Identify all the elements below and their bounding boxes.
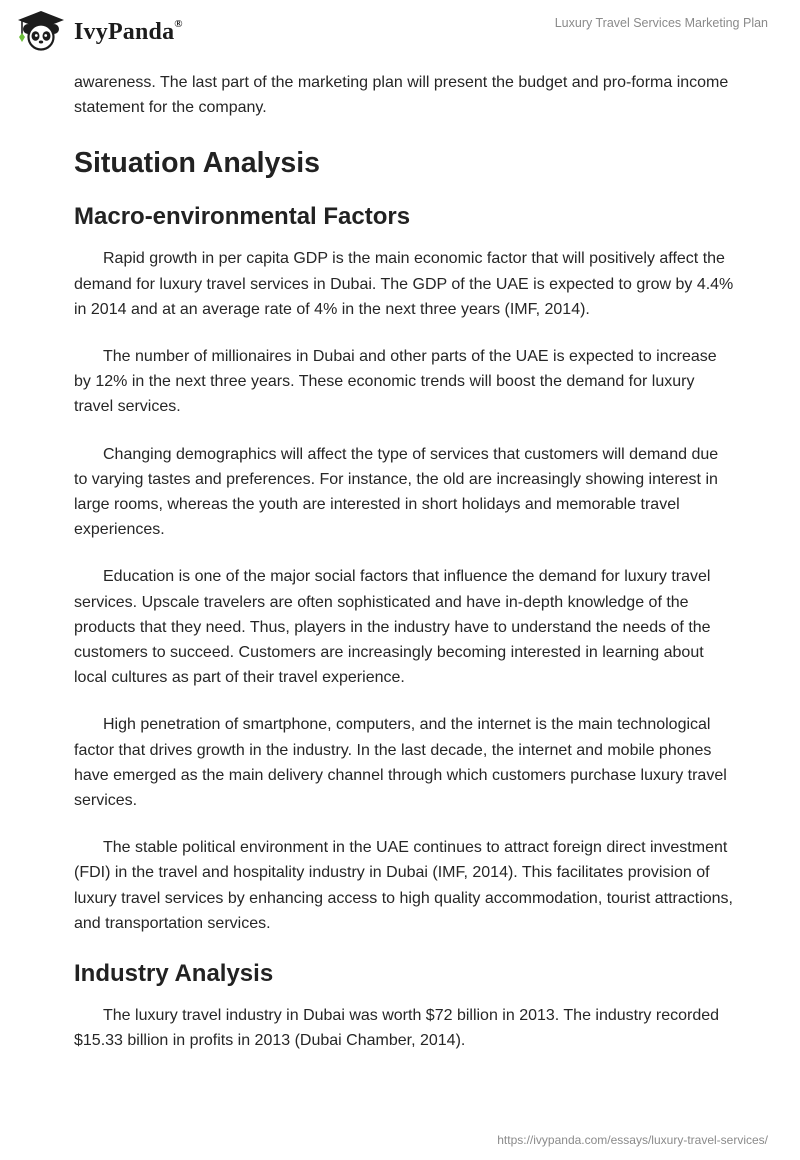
document-title: Luxury Travel Services Marketing Plan: [554, 16, 768, 30]
brand-name: IvyPanda®: [74, 17, 183, 45]
macro-paragraph-demographics: Changing demographics will affect the type of services that customers will demand due to varying tastes and preferences. For instance, the old are increasingly showing interest in large rooms, whereas the youth are interested in short holidays and memorable travel experiences.: [74, 445, 719, 539]
page-header: [0, 0, 800, 64]
macro-paragraph-education: Education is one of the major social factors that influence the demand for luxury travel services. Upscale travelers are often sophisticated and have in-depth knowledge of the products that they need. Thus, players in the industry have to understand the needs of the customers to succeed. Customers are increasingly becoming interested in learning about local cultures as part of their travel experience.: [74, 568, 711, 687]
macro-paragraph-technology: High penetration of smartphone, computers, and the internet is the main technological factor that drives growth in the industry. In the last decade, the internet and mobile phones have emerged as the main delivery channel through which customers purchase luxury travel services.: [74, 716, 727, 810]
intro-paragraph-tail: awareness. The last part of the marketing plan will present the budget and pro-forma income statement for the company.: [74, 74, 729, 117]
macro-heading: Macro-environmental Factors: [74, 203, 411, 231]
industry-paragraph: The luxury travel industry in Dubai was worth $72 billion in 2013. The industry recorded $15.33 billion in profits in 2013 (Dubai Chamber, 2014).: [74, 1007, 720, 1050]
brand-logo[interactable]: [14, 9, 183, 51]
macro-paragraph-millionaires: The number of millionaires in Dubai and other parts of the UAE is expected to increase by 12% in the next three years. These economic trends will boost the demand for luxury travel services.: [74, 348, 717, 416]
macro-paragraph-gdp: Rapid growth in per capita GDP is the main economic factor that will positively affect the demand for luxury travel services in Dubai. The GDP of the UAE is expected to grow by 4.4% in 2014 and at an average rate of 4% in the next three years (IMF, 2014).: [74, 250, 734, 318]
panda-graduate-icon: [14, 9, 68, 51]
macro-paragraph-political: The stable political environment in the UAE continues to attract foreign direct investment (FDI) in the travel and hospitality industry in Dubai (IMF, 2014). This facilitates provision of luxury travel services by enhancing access to high quality accommodation, tourist attractions, and transportation services.: [74, 839, 733, 932]
article-body: [74, 70, 734, 1075]
industry-heading: Industry Analysis: [74, 960, 274, 988]
section-title: Situation Analysis: [74, 147, 320, 180]
footer-url[interactable]: https://ivypanda.com/essays/luxury-travel-services/: [497, 1133, 768, 1147]
